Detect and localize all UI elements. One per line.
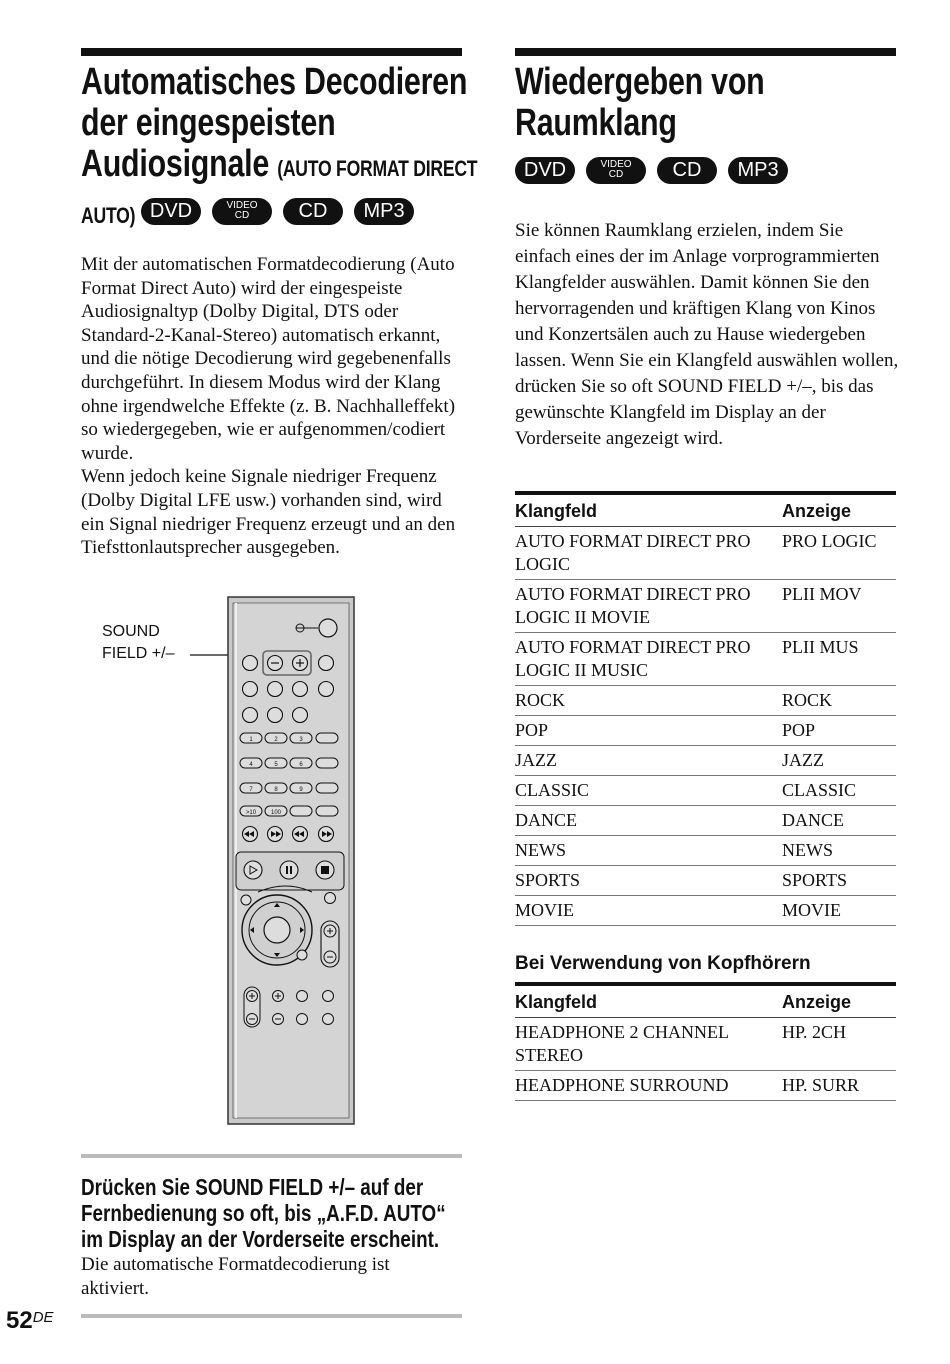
cell-klangfeld: AUTO FORMAT DIRECT PRO LOGIC II MOVIE xyxy=(515,580,782,633)
callout-line2: FIELD +/– xyxy=(102,645,175,662)
cd-badge: CD xyxy=(283,198,343,225)
right-heading xyxy=(515,62,765,144)
footer-rule xyxy=(81,1314,462,1318)
video-cd-badge: VIDEO CD xyxy=(586,157,646,184)
table-header-klangfeld: Klangfeld xyxy=(515,495,782,527)
cell-anzeige: PRO LOGIC xyxy=(782,527,896,580)
video-cd-badge: VIDEO CD xyxy=(212,198,272,225)
key-9: 9 xyxy=(299,787,303,793)
cell-klangfeld: HEADPHONE SURROUND xyxy=(515,1071,782,1101)
left-body xyxy=(81,253,465,560)
table-row xyxy=(515,806,896,836)
left-heading-line1: Automatisches Decodieren xyxy=(81,61,468,103)
headphones-subheading: Bei Verwendung von Kopfhörern xyxy=(515,953,811,974)
cell-anzeige: HP. 2CH xyxy=(782,1018,896,1071)
table-row xyxy=(515,1071,896,1101)
headphone-table xyxy=(515,986,896,1101)
cell-klangfeld: HEADPHONE 2 CHANNEL STEREO xyxy=(515,1018,782,1071)
table-row xyxy=(515,746,896,776)
cell-anzeige: DANCE xyxy=(782,806,896,836)
key-3: 3 xyxy=(299,737,303,743)
key-4: 4 xyxy=(249,762,253,768)
left-heading-auto: AUTO) xyxy=(81,203,136,228)
cell-klangfeld: SPORTS xyxy=(515,866,782,896)
table-header-anzeige: Anzeige xyxy=(782,495,896,527)
cell-anzeige: PLII MOV xyxy=(782,580,896,633)
table-header-anzeige: Anzeige xyxy=(782,986,896,1018)
key-6: 6 xyxy=(299,762,303,768)
left-media-badges xyxy=(141,198,431,225)
table-header-klangfeld: Klangfeld xyxy=(515,986,782,1018)
key-8: 8 xyxy=(274,787,278,793)
instruction-line1: Drücken Sie SOUND FIELD +/– auf der xyxy=(81,1174,424,1200)
table-header-row xyxy=(515,495,896,527)
key-100: 100 xyxy=(270,810,282,816)
mp3-badge: MP3 xyxy=(728,157,788,184)
instruction-line2: Fernbedienung so oft, bis „A.F.D. AUTO“ xyxy=(81,1200,446,1226)
instruction-result: Die automatische Formatdecodierung ist aktiviert. xyxy=(81,1254,390,1299)
left-heading-line3-big: Audiosignale xyxy=(81,143,269,185)
cell-anzeige: ROCK xyxy=(782,686,896,716)
cd-badge: CD xyxy=(657,157,717,184)
sound-field-table xyxy=(515,495,896,926)
table-row xyxy=(515,580,896,633)
instruction-line3: im Display an der Vorderseite erscheint. xyxy=(81,1226,440,1252)
table-header-row xyxy=(515,986,896,1018)
key-1: 1 xyxy=(249,737,253,743)
table-row xyxy=(515,776,896,806)
right-heading-line1: Wiedergeben von xyxy=(515,61,765,103)
cell-klangfeld: DANCE xyxy=(515,806,782,836)
cell-anzeige: POP xyxy=(782,716,896,746)
left-heading xyxy=(81,62,477,189)
cell-klangfeld: MOVIE xyxy=(515,896,782,926)
cell-klangfeld: NEWS xyxy=(515,836,782,866)
right-paragraph: Sie können Raumklang erzielen, indem Sie einfach eines der im Anlage vorprogrammierten Klangfelder auswählen. Damit können Sie den hervorragenden und kräftigen Klang von Kinos und Konzertsälen auch zu Hause wiedergeben lassen. Wenn Sie ein Klangfeld auswählen wollen, drücken Sie so oft SOUND FIELD +/–, bis das gewünschte Klangfeld im Display an der Vorderseite angezeigt wird. xyxy=(515,220,899,449)
instruction-top-rule xyxy=(81,1154,462,1158)
page-number-value: 52 xyxy=(6,1307,33,1334)
cell-klangfeld: ROCK xyxy=(515,686,782,716)
left-heading-line2: der eingespeisten xyxy=(81,102,336,144)
cell-anzeige: SPORTS xyxy=(782,866,896,896)
table-row xyxy=(515,836,896,866)
instruction-heading xyxy=(81,1174,446,1252)
dvd-badge: DVD xyxy=(515,157,575,184)
cell-anzeige: PLII MUS xyxy=(782,633,896,686)
remote-control-illustration xyxy=(180,592,370,1130)
cell-anzeige: CLASSIC xyxy=(782,776,896,806)
cell-anzeige: HP. SURR xyxy=(782,1071,896,1101)
table-row xyxy=(515,716,896,746)
table-row xyxy=(515,896,896,926)
dvd-badge: DVD xyxy=(141,198,201,225)
right-heading-rule xyxy=(515,48,896,56)
cell-anzeige: NEWS xyxy=(782,836,896,866)
mp3-badge: MP3 xyxy=(354,198,414,225)
key-2: 2 xyxy=(274,737,278,743)
enter-button xyxy=(264,917,290,943)
key-7: 7 xyxy=(249,787,253,793)
key-5: 5 xyxy=(274,762,278,768)
page-number-suffix: DE xyxy=(32,1309,54,1326)
table-row xyxy=(515,866,896,896)
cell-klangfeld: AUTO FORMAT DIRECT PRO LOGIC II MUSIC xyxy=(515,633,782,686)
sound-field-callout xyxy=(102,621,174,665)
cell-klangfeld: JAZZ xyxy=(515,746,782,776)
left-heading-rule xyxy=(81,48,462,56)
table-row xyxy=(515,527,896,580)
table-row xyxy=(515,1018,896,1071)
left-paragraph1: Mit der automatischen Formatdecodierung (Auto Format Direct Auto) wird der eingespeiste Audiosignaltyp (Dolby Digital, DTS oder Standard-2-Kanal-Stereo) automatisch erkannt, und die nötige Decodierung wird gegebenenfalls durchgeführt. In diesem Modus wird der Klang ohne irgendwelche Effekte (z. B. Nachhalleffekt) so wiedergegeben, wie er aufgenommen/codiert wurde. xyxy=(81,254,456,464)
left-heading-line3-small: (AUTO FORMAT DIRECT xyxy=(277,156,478,181)
cell-klangfeld: CLASSIC xyxy=(515,776,782,806)
cell-klangfeld: POP xyxy=(515,716,782,746)
right-heading-line2: Raumklang xyxy=(515,102,677,144)
callout-line1: SOUND xyxy=(102,623,160,640)
left-paragraph2: Wenn jedoch keine Signale niedriger Frequenz (Dolby Digital LFE usw.) vorhanden sind, wird ein Signal niedriger Frequenz erzeugt und an den Tiefsttonlautsprecher ausgegeben. xyxy=(81,466,456,559)
cell-anzeige: JAZZ xyxy=(782,746,896,776)
table-row xyxy=(515,686,896,716)
left-heading-line4 xyxy=(81,191,135,236)
left-heading-line3 xyxy=(81,144,477,189)
cell-klangfeld: AUTO FORMAT DIRECT PRO LOGIC xyxy=(515,527,782,580)
power-button xyxy=(319,619,337,637)
table-row xyxy=(515,633,896,686)
key-gt10: >10 xyxy=(245,810,257,816)
right-media-badges xyxy=(515,157,815,184)
page-number xyxy=(6,1307,54,1335)
cell-anzeige: MOVIE xyxy=(782,896,896,926)
